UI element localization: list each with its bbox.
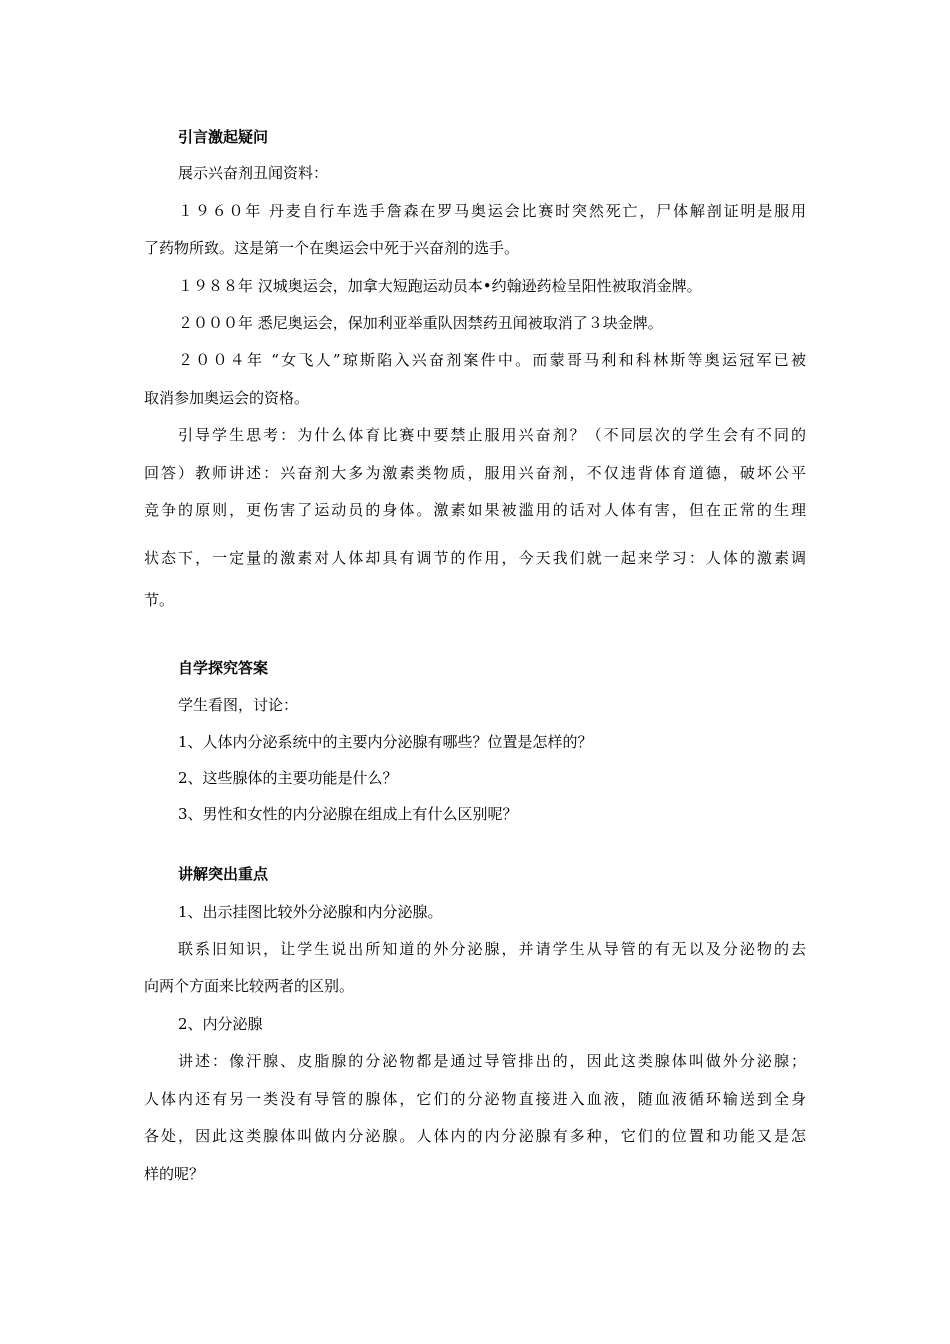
point-2-text-line3: 各处，因此这类腺体叫做内分泌腺。人体内的内分泌腺有多种，它们的位置和功能又是怎 bbox=[144, 1127, 806, 1145]
paragraph-guide-line2: 回答）教师讲述：兴奋剂大多为激素类物质，服用兴奋剂，不仅违背体育道德，破坏公平 bbox=[144, 464, 806, 482]
paragraph-guide-line3: 竞争的原则，更伤害了运动员的身体。激素如果被滥用的话对人体有害，但在正常的生理 bbox=[144, 501, 806, 519]
paragraph-intro: 展示兴奋剂丑闻资料： bbox=[178, 164, 329, 182]
paragraph-2000: ２０００年 悉尼奥运会，保加利亚举重队因禁药丑闻被取消了３块金牌。 bbox=[178, 314, 663, 332]
paragraph-guide-line4: 状态下，一定量的激素对人体却具有调节的作用，今天我们就一起来学习：人体的激素调 bbox=[144, 549, 806, 567]
paragraph-1960-line2: 了药物所致。这是第一个在奥运会中死于兴奋剂的选手。 bbox=[144, 239, 520, 257]
question-3: 3、男性和女性的内分泌腺在组成上有什么区别呢？ bbox=[178, 805, 518, 823]
point-2-text-line1: 讲述：像汗腺、皮脂腺的分泌物都是通过导管排出的，因此这类腺体叫做外分泌腺； bbox=[178, 1052, 806, 1070]
section-heading-selfstudy: 自学探究答案 bbox=[178, 659, 269, 677]
point-2-text-line2: 人体内还有另一类没有导管的腺体，它们的分泌物直接进入血液，随血液循环输送到全身 bbox=[144, 1090, 806, 1108]
paragraph-selfstudy-intro: 学生看图，讨论： bbox=[178, 696, 299, 714]
paragraph-1988: １９８８年 汉城奥运会，加拿大短跑运动员本•约翰逊药检呈阳性被取消金牌。 bbox=[178, 277, 702, 295]
section-heading-intro: 引言激起疑问 bbox=[178, 128, 269, 146]
section-heading-keypoints: 讲解突出重点 bbox=[178, 865, 269, 883]
point-1-text-line1: 联系旧知识，让学生说出所知道的外分泌腺，并请学生从导管的有无以及分泌物的去 bbox=[178, 940, 806, 958]
point-2: 2、内分泌腺 bbox=[178, 1015, 263, 1033]
point-1-text-line2: 向两个方面来比较两者的区别。 bbox=[144, 977, 355, 995]
question-2: 2、这些腺体的主要功能是什么？ bbox=[178, 769, 398, 787]
question-1: 1、人体内分泌系统中的主要内分泌腺有哪些？位置是怎样的？ bbox=[178, 733, 593, 751]
paragraph-2004-line1: ２００４年 “女飞人”琼斯陷入兴奋剂案件中。而蒙哥马利和科林斯等奥运冠军已被 bbox=[178, 351, 806, 369]
paragraph-guide-line1: 引导学生思考：为什么体育比赛中要禁止服用兴奋剂？（不同层次的学生会有不同的 bbox=[178, 426, 806, 444]
paragraph-2004-line2: 取消参加奥运会的资格。 bbox=[144, 389, 310, 407]
paragraph-1960-line1: １９６０年 丹麦自行车选手詹森在罗马奥运会比赛时突然死亡，尸体解剖证明是服用 bbox=[178, 202, 806, 220]
point-1: 1、出示挂图比较外分泌腺和内分泌腺。 bbox=[178, 903, 443, 921]
paragraph-guide-line5: 节。 bbox=[144, 591, 175, 609]
point-2-text-line4: 样的呢？ bbox=[144, 1165, 205, 1183]
